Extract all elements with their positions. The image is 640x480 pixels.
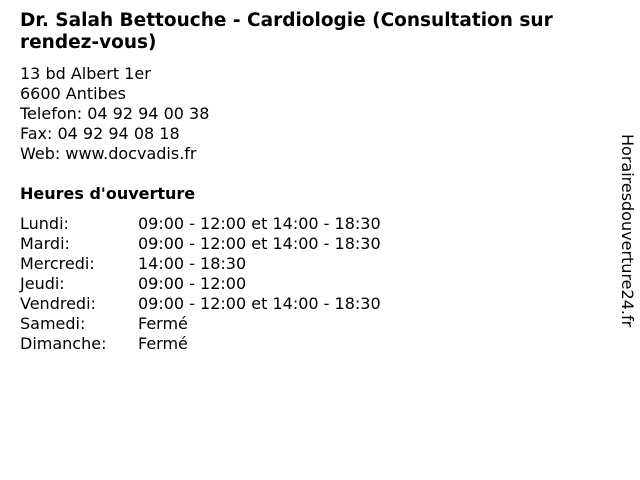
time-value: Fermé xyxy=(138,334,188,353)
day-label: Lundi: xyxy=(20,214,69,233)
website: Web: www.docvadis.fr xyxy=(20,144,197,163)
time-value: Fermé xyxy=(138,314,188,333)
address-block xyxy=(20,64,209,164)
street-address: 13 bd Albert 1er xyxy=(20,64,151,83)
day-label: Jeudi: xyxy=(20,274,65,293)
day-label: Mercredi: xyxy=(20,254,95,273)
time-value: 09:00 - 12:00 et 14:00 - 18:30 xyxy=(138,234,381,253)
city: 6600 Antibes xyxy=(20,84,126,103)
time-value: 09:00 - 12:00 xyxy=(138,274,247,293)
time-value: 14:00 - 18:30 xyxy=(138,254,247,273)
page-title: Dr. Salah Bettouche - Cardiologie (Consultation sur rendez-vous) xyxy=(20,10,553,53)
time-value: 09:00 - 12:00 et 14:00 - 18:30 xyxy=(138,294,381,313)
opening-hours-heading: Heures d'ouverture xyxy=(20,184,196,203)
fax-number: Fax: 04 92 94 08 18 xyxy=(20,124,180,143)
phone-number: Telefon: 04 92 94 00 38 xyxy=(20,104,210,123)
day-label: Samedi: xyxy=(20,314,86,333)
day-label: Vendredi: xyxy=(20,294,96,313)
time-value: 09:00 - 12:00 et 14:00 - 18:30 xyxy=(138,214,381,233)
site-watermark: Horairesdouverture24.fr xyxy=(618,134,637,328)
day-label: Dimanche: xyxy=(20,334,107,353)
day-label: Mardi: xyxy=(20,234,70,253)
